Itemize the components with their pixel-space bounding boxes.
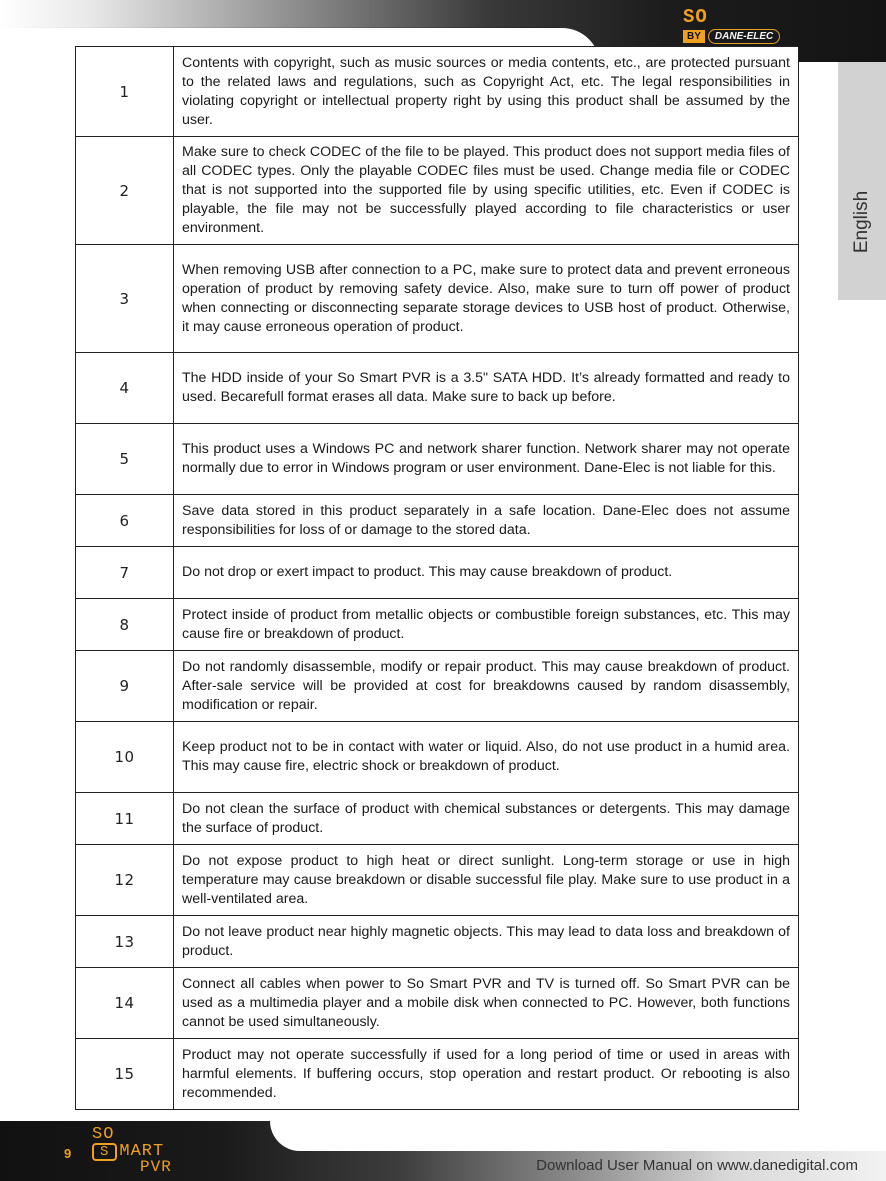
table-row [76, 495, 799, 547]
table-row [76, 651, 799, 722]
table-row [76, 137, 799, 245]
brand-dane-elec-logo: DANE-ELEC [708, 29, 780, 44]
rule-text: Do not leave product near highly magnetic objects. This may lead to data loss and breakdown of product. [174, 916, 799, 968]
rule-number: 1 [76, 47, 174, 137]
rule-text: Make sure to check CODEC of the file to be played. This product does not support media files of all CODEC types. Only the playable CODEC files must be used. Change media file or CODEC that is not supported into the supported file by using specific utilities, etc. Even if CODEC is playable, the file may not be successfully played according to file characteristics or user environment. [174, 137, 799, 245]
so-smart-logo-s: S [92, 1143, 117, 1161]
table-row [76, 845, 799, 916]
rule-text: This product uses a Windows PC and network sharer function. Network sharer may not operate normally due to error in Windows program or user environment. Dane-Elec is not liable for this. [174, 424, 799, 495]
rule-number: 10 [76, 722, 174, 793]
rule-text: Protect inside of product from metallic objects or combustible foreign substances, etc. This may cause fire or breakdown of product. [174, 599, 799, 651]
rule-number: 6 [76, 495, 174, 547]
table-row [76, 424, 799, 495]
so-smart-logo-mart: MART [119, 1142, 165, 1161]
rule-number: 3 [76, 245, 174, 353]
rule-text: Do not randomly disassemble, modify or repair product. This may cause breakdown of product. After-sale service will be provided at cost for breakdowns caused by random disassembly, modification or repair. [174, 651, 799, 722]
rule-text: Connect all cables when power to So Smart PVR and TV is turned off. So Smart PVR can be used as a multimedia player and a mobile disk when connected to PC. However, both functions cannot be used simultaneously. [174, 968, 799, 1039]
brand-so-logo: SO [683, 6, 708, 28]
rule-text: When removing USB after connection to a PC, make sure to protect data and prevent erroneous operation of product by removing safety device. Also, make sure to turn off power of product when connecting or disconnecting separate storage devices to USB host of product. Otherwise, it may cause erroneous operation of product. [174, 245, 799, 353]
rule-number: 2 [76, 137, 174, 245]
rule-text: Do not expose product to high heat or direct sunlight. Long-term storage or use in high temperature may cause breakdown or disable successful file play. Make sure to use product in a well-ventilated area. [174, 845, 799, 916]
language-tab-label-wrap [838, 62, 886, 262]
rule-number: 5 [76, 424, 174, 495]
rule-text: Contents with copyright, such as music sources or media contents, etc., are protected pursuant to the related laws and regulations, such as Copyright Act, etc. The legal responsibilities in violating copyright or intellectual property right by using this product shall be assumed by the user. [174, 47, 799, 137]
rule-number: 7 [76, 547, 174, 599]
table-row [76, 968, 799, 1039]
rule-text: Product may not operate successfully if used for a long period of time or used in areas with harmful elements. If buffering occurs, stop operation and restart product. Or rebooting is also recommended. [174, 1039, 799, 1110]
so-smart-logo-so: SO [92, 1125, 115, 1144]
table-row [76, 245, 799, 353]
rule-text: Save data stored in this product separately in a safe location. Dane-Elec does not assume responsibilities for loss of or damage to the stored data. [174, 495, 799, 547]
rule-number: 13 [76, 916, 174, 968]
rule-number: 15 [76, 1039, 174, 1110]
brand-by-label: BY [683, 30, 705, 43]
rule-number: 4 [76, 353, 174, 424]
rule-number: 12 [76, 845, 174, 916]
table-row [76, 353, 799, 424]
bottom-banner-cutout [270, 1121, 886, 1151]
rule-text: Do not clean the surface of product with chemical substances or detergents. This may damage the surface of product. [174, 793, 799, 845]
table-row [76, 547, 799, 599]
table-row [76, 599, 799, 651]
rule-number: 14 [76, 968, 174, 1039]
table-row [76, 793, 799, 845]
safety-rules-table [75, 46, 799, 1110]
language-label: English [851, 190, 873, 254]
rule-text: Do not drop or exert impact to product. This may cause breakdown of product. [174, 547, 799, 599]
page-number: 9 [64, 1146, 72, 1161]
table-row [76, 1039, 799, 1110]
rule-text: Keep product not to be in contact with water or liquid. Also, do not use product in a humid area. This may cause fire, electric shock or breakdown of product. [174, 722, 799, 793]
download-manual-link[interactable]: Download User Manual on www.danedigital.com [536, 1157, 858, 1174]
table-row [76, 47, 799, 137]
rule-number: 11 [76, 793, 174, 845]
so-smart-logo-pvr: PVR [140, 1158, 172, 1176]
rule-number: 9 [76, 651, 174, 722]
brand-by-dane-elec [683, 29, 780, 44]
table-row [76, 916, 799, 968]
rule-number: 8 [76, 599, 174, 651]
rule-text: The HDD inside of your So Smart PVR is a 3.5" SATA HDD. It’s already formatted and ready to used. Becarefull format erases all data. Make sure to back up before. [174, 353, 799, 424]
table-row [76, 722, 799, 793]
